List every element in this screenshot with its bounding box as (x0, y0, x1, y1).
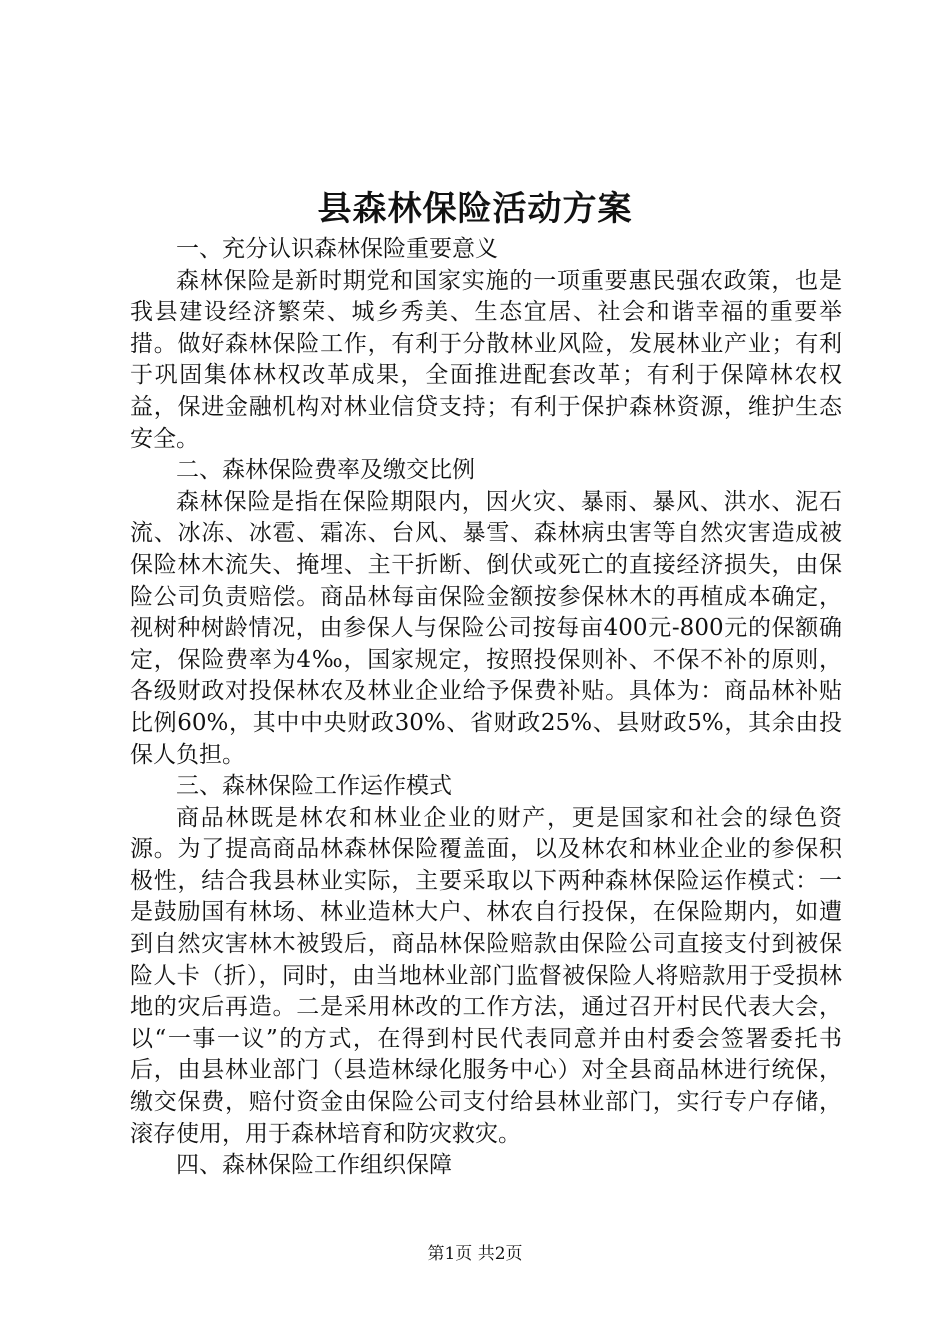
document-body (130, 234, 842, 1182)
section-heading-4: 四、森林保险工作组织保障 (176, 1152, 452, 1179)
document-title: 县森林保险活动方案 (317, 189, 633, 229)
section-paragraph-1: 森林保险是新时期党和国家实施的一项重要惠民强农政策，也是我县建设经济繁荣、城乡秀美、生态宜居、社会和谐幸福的重要举措。做好森林保险工作，有利于分散林业风险，发展林业产业；有利于巩固集体林权改革成果，全面推进配套改革；有利于保障林农权益，保进金融机构对林业信贷支持；有利于保护森林资源，维护生态安全。 (130, 267, 842, 452)
section-heading-3: 三、森林保险工作运作模式 (176, 773, 452, 800)
section-heading-2: 二、森林保险费率及缴交比例 (176, 457, 475, 484)
section-paragraph-3: 商品林既是林农和林业企业的财产，更是国家和社会的绿色资源。为了提高商品林森林保险覆盖面，以及林农和林业企业的参保积极性，结合我县林业实际，主要采取以下两种森林保险运作模式：一是鼓励国有林场、林业造林大户、林农自行投保，在保险期内，如遭到自然灾害林木被毁后，商品林保险赔款由保险公司直接支付到被保险人卡（折），同时，由当地林业部门监督被保险人将赔款用于受损林地的灾后再造。二是采用林改的工作方法，通过召开村民代表大会，以“一事一议”的方式，在得到村民代表同意并由村委会签署委托书后，由县林业部门（县造林绿化服务中心）对全县商品林进行统保，缴交保费，赔付资金由保险公司支付给县林业部门，实行专户存储，滚存使用，用于森林培育和防灾救灾。 (130, 804, 842, 1147)
section-heading-1: 一、充分认识森林保险重要意义 (176, 236, 498, 262)
page-number-footer: 第1页 共2页 (427, 1244, 523, 1264)
section-paragraph-2: 森林保险是指在保险期限内，因火灾、暴雨、暴风、洪水、泥石流、冰冻、冰雹、霜冻、台风、暴雪、森林病虫害等自然灾害造成被保险林木流失、掩埋、主干折断、倒伏或死亡的直接经济损失，由保险公司负责赔偿。商品林每亩保险金额按参保林木的再植成本确定，视树种树龄情况，由参保人与保险公司按每亩400元-800元的保额确定，保险费率为4‰，国家规定，按照投保则补、不保不补的原则，各级财政对投保林农及林业企业给予保费补贴。具体为：商品林补贴比例60%，其中中央财政30%、省财政25%、县财政5%，其余由投保人负担。 (130, 488, 842, 768)
